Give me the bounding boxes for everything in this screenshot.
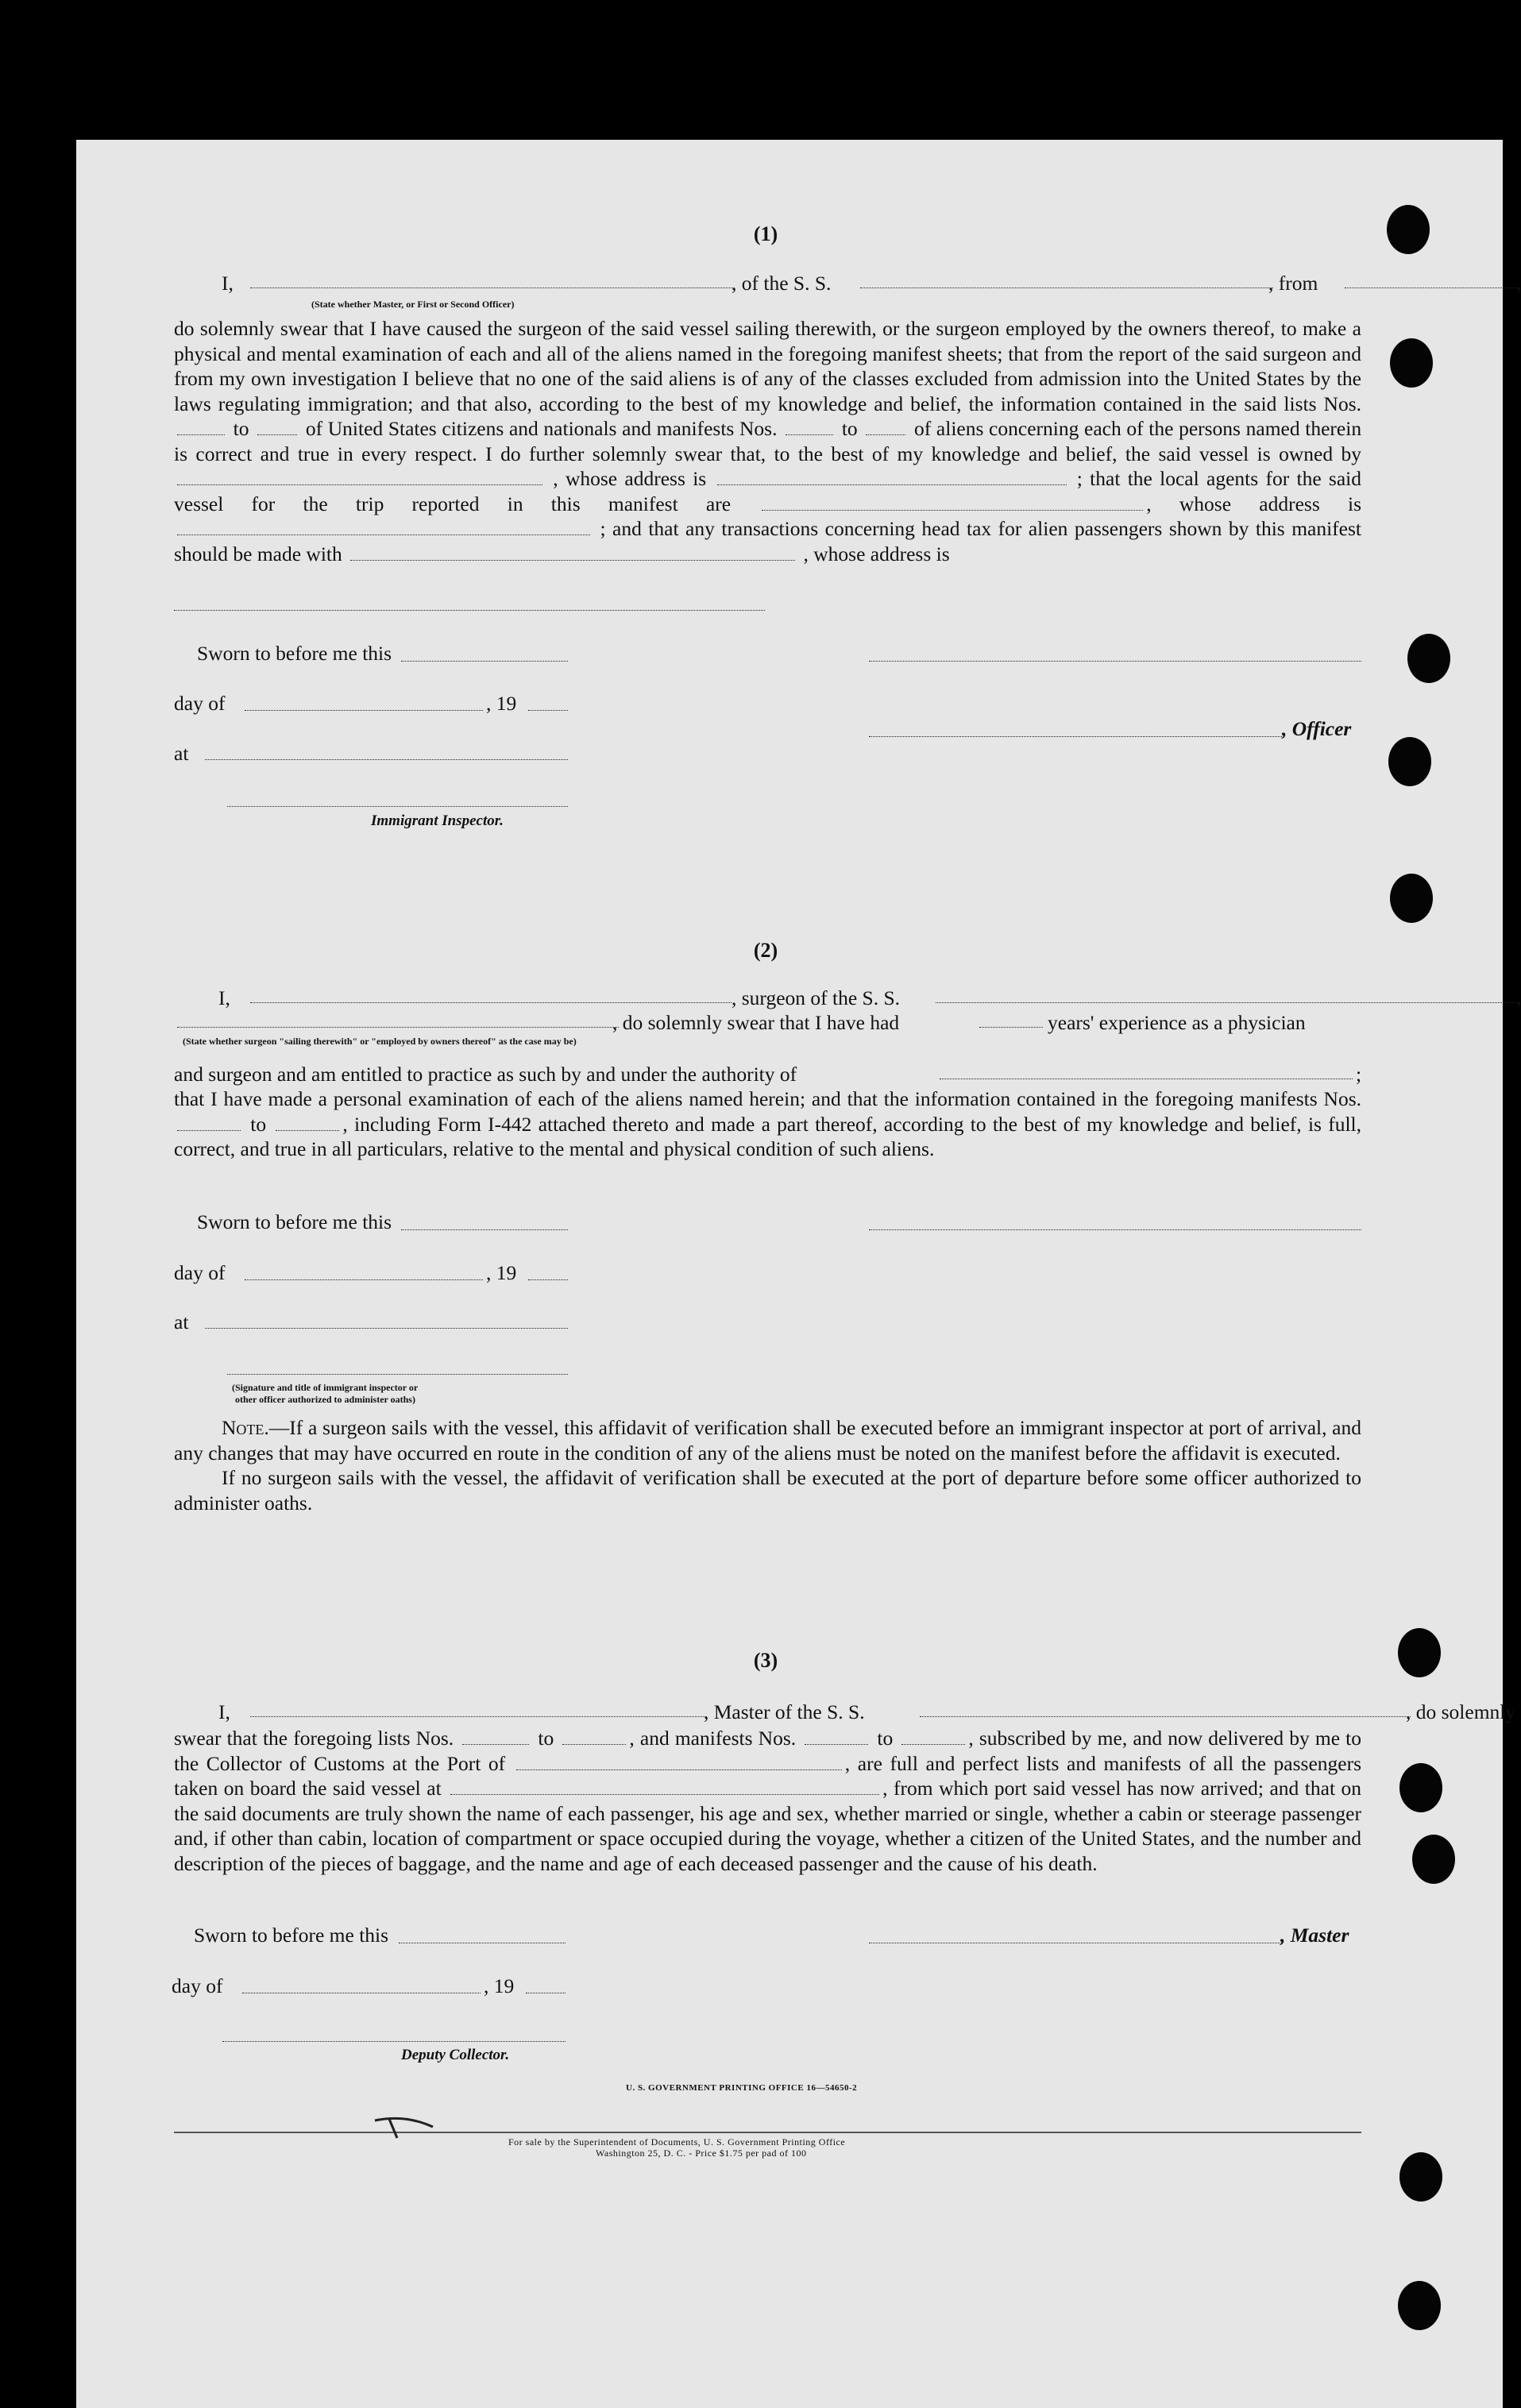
- officer-title-field[interactable]: [869, 736, 1282, 737]
- officer-name-field[interactable]: [250, 272, 735, 288]
- head-tax-address-field[interactable]: [174, 610, 765, 611]
- section-2-body: that I have made a personal examination of each of the aliens named herein; and that the information contained in the foregoing manifests Nos. to , including Form I-442 attached thereto and made a part thereof, according to the best of my knowledge and belief, is full, correct, and true in all particulars, relative to the mental and physical condition of such aliens.: [174, 1087, 1362, 1160]
- sale-line-1: For sale by the Superintendent of Documents, U. S. Government Printing Office: [508, 2136, 846, 2148]
- agents-address-field[interactable]: [177, 519, 590, 535]
- years-experience-field[interactable]: [979, 1011, 1043, 1028]
- officer-label: , Officer: [1282, 717, 1352, 740]
- footer-rule: [174, 2132, 1361, 2133]
- manifest-to-field[interactable]: [866, 419, 905, 435]
- surgeon-caption: (State whether surgeon "sailing therewith" or "employed by owners thereof" as the case may be): [183, 1036, 577, 1047]
- officer-signature-field[interactable]: [869, 661, 1361, 662]
- section-1-body: do solemnly swear that I have caused the surgeon of the said vessel sailing therewith, or the surgeon employed by the owners thereof, to make a physical and mental examination of each and all of the aliens named in the foregoing manifest sheets; that from the report of the said surgeon and from my own investigation I believe that no one of the said aliens is of any of the classes excluded from admission into the United States by the laws regulating immigration; and that also, according to the best of my knowledge and belief, the information contained in the said lists Nos. to of United States citizens and nationals and manifests Nos. to of aliens concerning each of the persons named therein is correct and true in every respect. I do further solemnly swear that, to the best of my knowledge and belief, the said vessel is owned by , whose address is ; that the local agents for the said vessel for the trip reported in this manifest are , whose address is ; and that any transactions concerning head tax for alien passengers shown by this manifest should be made with , whose address is: [174, 317, 1362, 565]
- surgeon-manifest-from-field[interactable]: [177, 1114, 241, 1131]
- vessel-name-field[interactable]: [860, 272, 1273, 288]
- printing-office-line: U. S. GOVERNMENT PRINTING OFFICE 16—54650-2: [626, 2083, 858, 2093]
- month-field-2[interactable]: [245, 1279, 483, 1280]
- head-tax-party-field[interactable]: [350, 544, 795, 561]
- signature-caption-1: (Signature and title of immigrant inspector or: [232, 1382, 419, 1393]
- punch-hole: [1399, 2152, 1442, 2202]
- at-label-1: at: [174, 742, 189, 765]
- section-2-number: (2): [753, 939, 778, 962]
- master-vessel-field[interactable]: [920, 1700, 1411, 1717]
- sale-line-2: Washington 25, D. C. - Price $1.75 per pad of 100: [596, 2148, 807, 2159]
- day-of-label-2: day of: [174, 1261, 226, 1284]
- year-label-1: , 19: [486, 692, 517, 715]
- sworn-label-1: Sworn to before me this: [197, 642, 392, 665]
- punch-hole: [1390, 874, 1433, 923]
- punch-hole: [1412, 1835, 1455, 1884]
- section-3-number: (3): [753, 1649, 778, 1672]
- owner-address-field[interactable]: [717, 469, 1067, 485]
- at-label-2: at: [174, 1310, 189, 1333]
- sworn-label-2: Sworn to before me this: [197, 1210, 392, 1233]
- departure-port-field[interactable]: [1345, 272, 1519, 288]
- surgeon-vessel-field[interactable]: [936, 986, 1519, 1003]
- pen-mark: [373, 2113, 437, 2144]
- note-block: Note.—If a surgeon sails with the vessel, this affidavit of verification shall be executed before an immigrant inspector at port of arrival, and any changes that may have occurred en route in the condition of any of the aliens must be noted on the manifest before the affidavit is executed. If no surgeon sails with the vessel, the affidavit of verification shall be executed at the port of departure before some officer authorized to administer oaths.: [174, 1416, 1361, 1515]
- master-label: , Master: [1280, 1924, 1349, 1947]
- master-name-field[interactable]: [250, 1700, 707, 1717]
- punch-hole: [1398, 1628, 1441, 1677]
- sworn-date-field-1[interactable]: [401, 661, 568, 662]
- master-manifest-from-field[interactable]: [805, 1728, 868, 1745]
- punch-hole: [1388, 737, 1431, 786]
- punch-hole: [1399, 1763, 1442, 1812]
- signature-caption-2: other officer authorized to administer oaths): [235, 1394, 415, 1405]
- day-of-label-3: day of: [172, 1974, 223, 1997]
- sworn-label-3: Sworn to before me this: [194, 1924, 389, 1947]
- punch-hole: [1407, 634, 1450, 683]
- year-label-3: , 19: [484, 1974, 515, 1997]
- master-list-from-field[interactable]: [462, 1728, 529, 1745]
- boarding-port-field[interactable]: [450, 1778, 879, 1795]
- authority-field[interactable]: [940, 1063, 1353, 1079]
- year-label-2: , 19: [486, 1261, 517, 1284]
- punch-hole: [1398, 2281, 1441, 2330]
- authorized-officer-signature-field[interactable]: [227, 1374, 568, 1375]
- local-agents-field[interactable]: [762, 494, 1143, 511]
- master-list-to-field[interactable]: [562, 1728, 626, 1745]
- citizen-list-to-field[interactable]: [257, 419, 297, 435]
- year-field-1[interactable]: [528, 710, 568, 711]
- punch-hole: [1387, 205, 1430, 254]
- sworn-date-field-2[interactable]: [401, 1229, 568, 1230]
- surgeon-status-field[interactable]: [177, 1011, 619, 1028]
- section-3-body: swear that the foregoing lists Nos. to , and manifests Nos. to , subscribed by me, and now delivered by me to the Collector of Customs at the Port of , are full and perfect lists and manifests of all the passengers taken on board the said vessel at , from which port said vessel has now arrived; and that on the said documents are truly shown the name of each passenger, his age and sex, whether married or single, whether a cabin or steerage passenger and, if other than cabin, location of compartment or space occupied during the voyage, whether a citizen of the United States, and the number and description of the pieces of baggage, and the name and age of each deceased passenger and the cause of his death.: [174, 1727, 1362, 1875]
- inspector-signature-field[interactable]: [227, 806, 568, 807]
- section-1-number: (1): [753, 222, 778, 245]
- punch-hole: [1390, 338, 1433, 388]
- year-field-2[interactable]: [528, 1279, 568, 1280]
- master-manifest-to-field[interactable]: [901, 1728, 965, 1745]
- officer-caption: (State whether Master, or First or Second Officer): [311, 299, 515, 310]
- surgeon-name-field[interactable]: [250, 986, 732, 1003]
- place-field-2[interactable]: [205, 1328, 568, 1329]
- manifest-from-field[interactable]: [786, 419, 833, 435]
- note-label: Note.: [222, 1416, 269, 1439]
- month-field-1[interactable]: [245, 710, 483, 711]
- surgeon-manifest-to-field[interactable]: [276, 1114, 339, 1131]
- deputy-caption: Deputy Collector.: [401, 2047, 510, 2063]
- place-field-1[interactable]: [205, 759, 568, 760]
- day-of-label-1: day of: [174, 692, 226, 715]
- deputy-collector-signature-field[interactable]: [222, 2041, 566, 2042]
- vessel-owner-field[interactable]: [177, 469, 542, 485]
- inspector-caption: Immigrant Inspector.: [371, 812, 504, 829]
- port-of-arrival-field[interactable]: [516, 1754, 842, 1770]
- surgeon-signature-field[interactable]: [869, 1229, 1361, 1230]
- citizen-list-from-field[interactable]: [177, 419, 225, 435]
